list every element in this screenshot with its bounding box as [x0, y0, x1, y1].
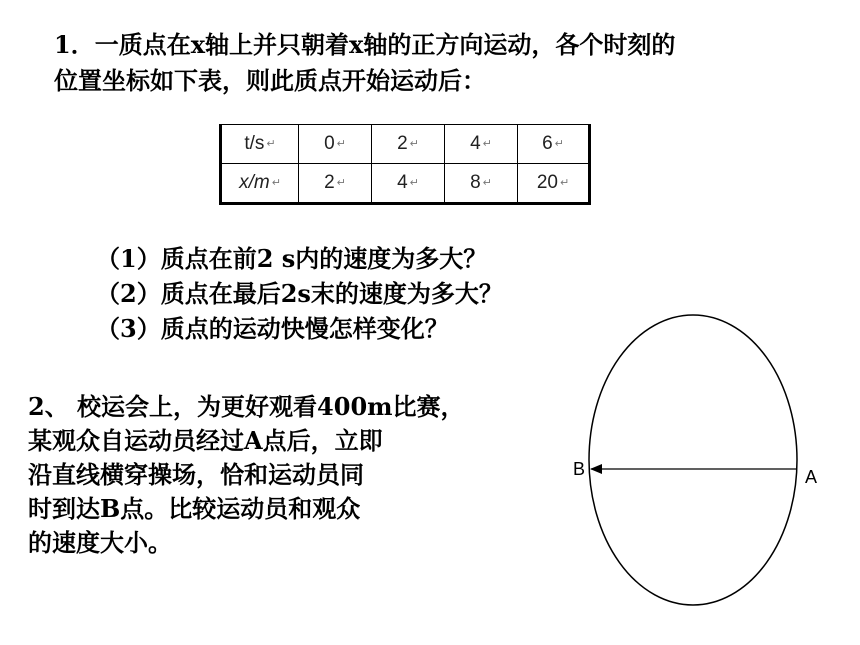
table-cell — [299, 164, 372, 204]
table-cell — [299, 125, 372, 164]
subquestion-3: （3）质点的运动快慢怎样变化？ — [96, 314, 449, 343]
cell-text: 20 — [536, 172, 558, 193]
question2-line5: 的速度大小。 — [28, 528, 172, 557]
cell-text: 4 — [397, 172, 408, 193]
table-row — [221, 164, 590, 204]
paragraph-mark-icon: ↵ — [482, 177, 492, 190]
header-x: x/m — [239, 172, 270, 193]
paragraph-mark-icon: ↵ — [409, 138, 419, 151]
cell-text: 4 — [470, 133, 481, 154]
question2-line2: 某观众自运动员经过A点后，立即 — [28, 426, 383, 455]
subquestion-2: （2）质点在最后2s末的速度为多大？ — [96, 279, 503, 308]
question2-line4: 时到达B点。比较运动员和观众 — [28, 494, 361, 523]
table-header-cell — [221, 125, 299, 164]
table-cell — [445, 164, 518, 204]
paragraph-mark-icon: ↵ — [336, 138, 346, 151]
track-ellipse — [589, 315, 797, 605]
paragraph-mark-icon: ↵ — [336, 177, 346, 190]
table-cell — [445, 125, 518, 164]
question1-line1: 1．一质点在x轴上并只朝着x轴的正方向运动，各个时刻的 — [54, 30, 676, 59]
track-diagram — [560, 300, 840, 620]
table-cell — [518, 125, 590, 164]
cell-text: 8 — [470, 172, 481, 193]
cell-text: 0 — [324, 133, 335, 154]
paragraph-mark-icon: ↵ — [271, 177, 281, 190]
point-b-label: B — [573, 459, 586, 479]
cell-text: 2 — [324, 172, 335, 193]
cell-text: 2 — [397, 133, 408, 154]
subquestion-1: （1）质点在前2 s内的速度为多大？ — [96, 244, 488, 273]
paragraph-mark-icon: ↵ — [409, 177, 419, 190]
point-a-label: A — [805, 467, 818, 487]
paragraph-mark-icon: ↵ — [554, 138, 564, 151]
paragraph-mark-icon: ↵ — [559, 177, 570, 190]
table-cell — [372, 125, 445, 164]
header-t: t/s — [244, 133, 265, 154]
table-cell — [518, 164, 590, 204]
paragraph-mark-icon: ↵ — [266, 138, 276, 151]
question2-line1: 2、 校运会上，为更好观看400m比赛， — [28, 392, 465, 421]
cell-text: 6 — [542, 133, 553, 154]
question2-line3: 沿直线横穿操场，恰和运动员同 — [28, 460, 364, 489]
paragraph-mark-icon: ↵ — [482, 138, 492, 151]
table-header-cell — [221, 164, 299, 204]
table-row — [221, 125, 590, 164]
question1-line2: 位置坐标如下表，则此质点开始运动后： — [54, 66, 486, 95]
position-table — [219, 124, 591, 205]
table-cell — [372, 164, 445, 204]
